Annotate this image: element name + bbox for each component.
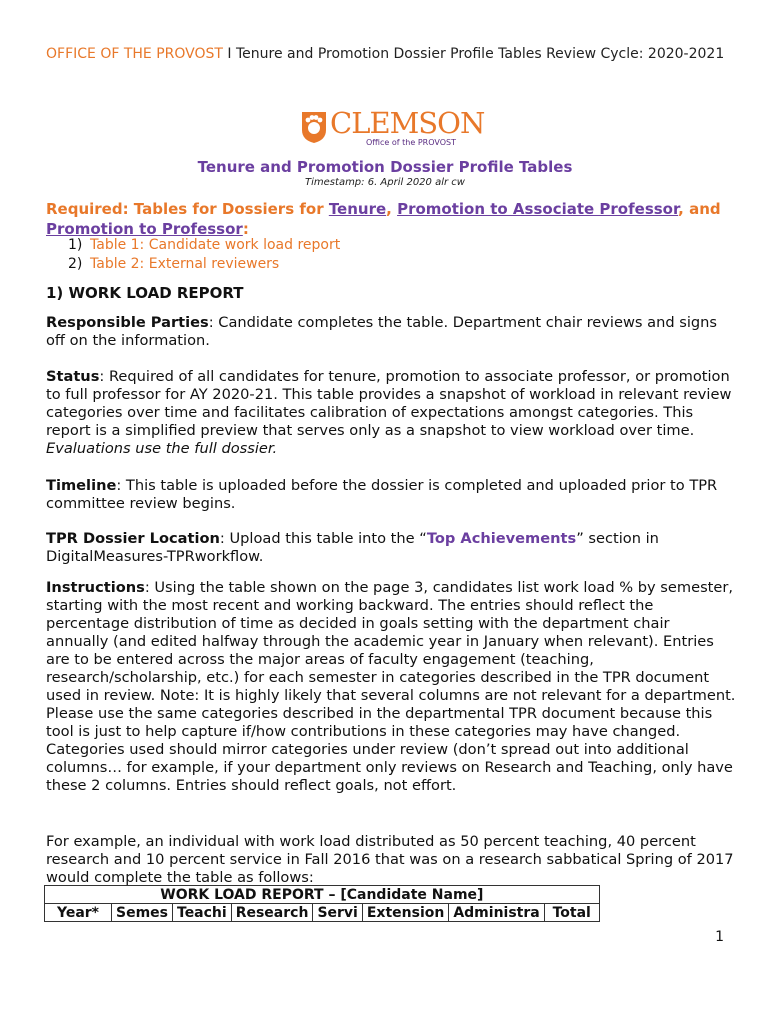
promotion-associate-link[interactable]: Promotion to Associate Professor — [397, 200, 679, 218]
column-header: Servi — [313, 904, 362, 922]
header-separator: I — [222, 46, 236, 62]
timeline-paragraph: Timeline: This table is uploaded before the dossier is completed and uploaded prior to TPR committee review begins. — [46, 477, 718, 512]
logo-subtitle: Office of the PROVOST — [366, 138, 456, 147]
location-label: TPR Dossier Location — [46, 530, 220, 547]
clemson-logo — [300, 106, 485, 152]
status-label: Status — [46, 368, 100, 385]
list-item-label: Table 1: Candidate work load report — [90, 237, 341, 253]
timestamp: Timestamp: 6. April 2020 alr cw — [305, 177, 465, 188]
required-sep-2: , and — [678, 200, 721, 218]
required-suffix: : — [242, 220, 249, 238]
column-header: Teachi — [173, 904, 232, 922]
responsible-parties-paragraph: Responsible Parties: Candidate completes the table. Department chair reviews and signs off on the information. — [46, 314, 717, 349]
required-sep-1: , — [386, 200, 398, 218]
page-number: 1 — [715, 929, 724, 945]
work-load-table — [44, 885, 600, 922]
required-prefix: Required: Tables for Dossiers for — [46, 200, 329, 218]
top-achievements-label: Top Achievements — [426, 530, 577, 547]
header-text: Tenure and Promotion Dossier Profile Tables Review Cycle: 2020-2021 — [236, 46, 725, 62]
responsible-label: Responsible Parties — [46, 314, 209, 331]
column-header: Research — [231, 904, 313, 922]
timeline-label: Timeline — [46, 477, 117, 494]
tiger-paw-icon — [300, 110, 328, 144]
promotion-professor-link[interactable]: Promotion to Professor — [46, 220, 243, 238]
column-header: Total — [544, 904, 599, 922]
list-item-label: Table 2: External reviewers — [90, 256, 280, 272]
required-tables-heading — [46, 199, 736, 239]
status-paragraph: Status: Required of all candidates for tenure, promotion to associate professor, or promotion to full professor for AY 2020-21. This table provides a snapshot of workload in relevant review categories over time and facilitates calibration of expectations amongst categories. This report is a simplified preview that serves only as a snapshot to view workload over time. Evaluations use the full dossier. — [46, 368, 732, 457]
instructions-label: Instructions — [46, 579, 145, 596]
dossier-location-paragraph: TPR Dossier Location: Upload this table into the “Top Achievements” section in DigitalMeasures-TPRworkflow. — [46, 530, 659, 565]
office-label: OFFICE OF THE PROVOST — [46, 46, 223, 62]
required-tables-list — [68, 236, 340, 274]
table-caption: WORK LOAD REPORT – [Candidate Name] — [45, 886, 600, 904]
table-header-row — [45, 904, 600, 922]
section-heading: 1) WORK LOAD REPORT — [46, 284, 244, 302]
page-header — [46, 46, 726, 63]
logo-wordmark: CLEMSON — [330, 106, 485, 140]
instructions-paragraph: Instructions: Using the table shown on the page 3, candidates list work load % by semester, starting with the most recent and working backward. The entries should reflect the percentage distribution of time as decided in goals setting with the department chair annually (and edited halfway through the academic year in January when relevant). Entries are to be entered across the major areas of faculty engagement (teaching, research/scholarship, etc.) for each semester in categories described in the TPR document used in review. Note: It is highly likely that several columns are not relevant for a department. Please use the same categories described in the departmental TPR document because this tool is just to help capture if/how contributions in these categories may have changed. Categories used should mirror categories under review (don’t spread out into additional columns… for example, if your department only reviews on Research and Teaching, only have these 2 columns. Entries should reflect goals, not effort. — [46, 579, 736, 794]
list-item[interactable]: 1) Table 1: Candidate work load report — [68, 237, 341, 253]
document-title: Tenure and Promotion Dossier Profile Tables — [197, 158, 573, 176]
column-header: Extension — [362, 904, 448, 922]
tenure-link[interactable]: Tenure — [328, 200, 387, 218]
column-header: Semes — [112, 904, 173, 922]
list-item[interactable]: 2) Table 2: External reviewers — [68, 256, 280, 272]
column-header: Year* — [45, 904, 112, 922]
example-paragraph: For example, an individual with work load distributed as 50 percent teaching, 40 percent research and 10 percent service in Fall 2016 that was on a research sabbatical Spring of 2017 would complete the table as follows: — [46, 833, 734, 886]
column-header: Administra — [449, 904, 544, 922]
